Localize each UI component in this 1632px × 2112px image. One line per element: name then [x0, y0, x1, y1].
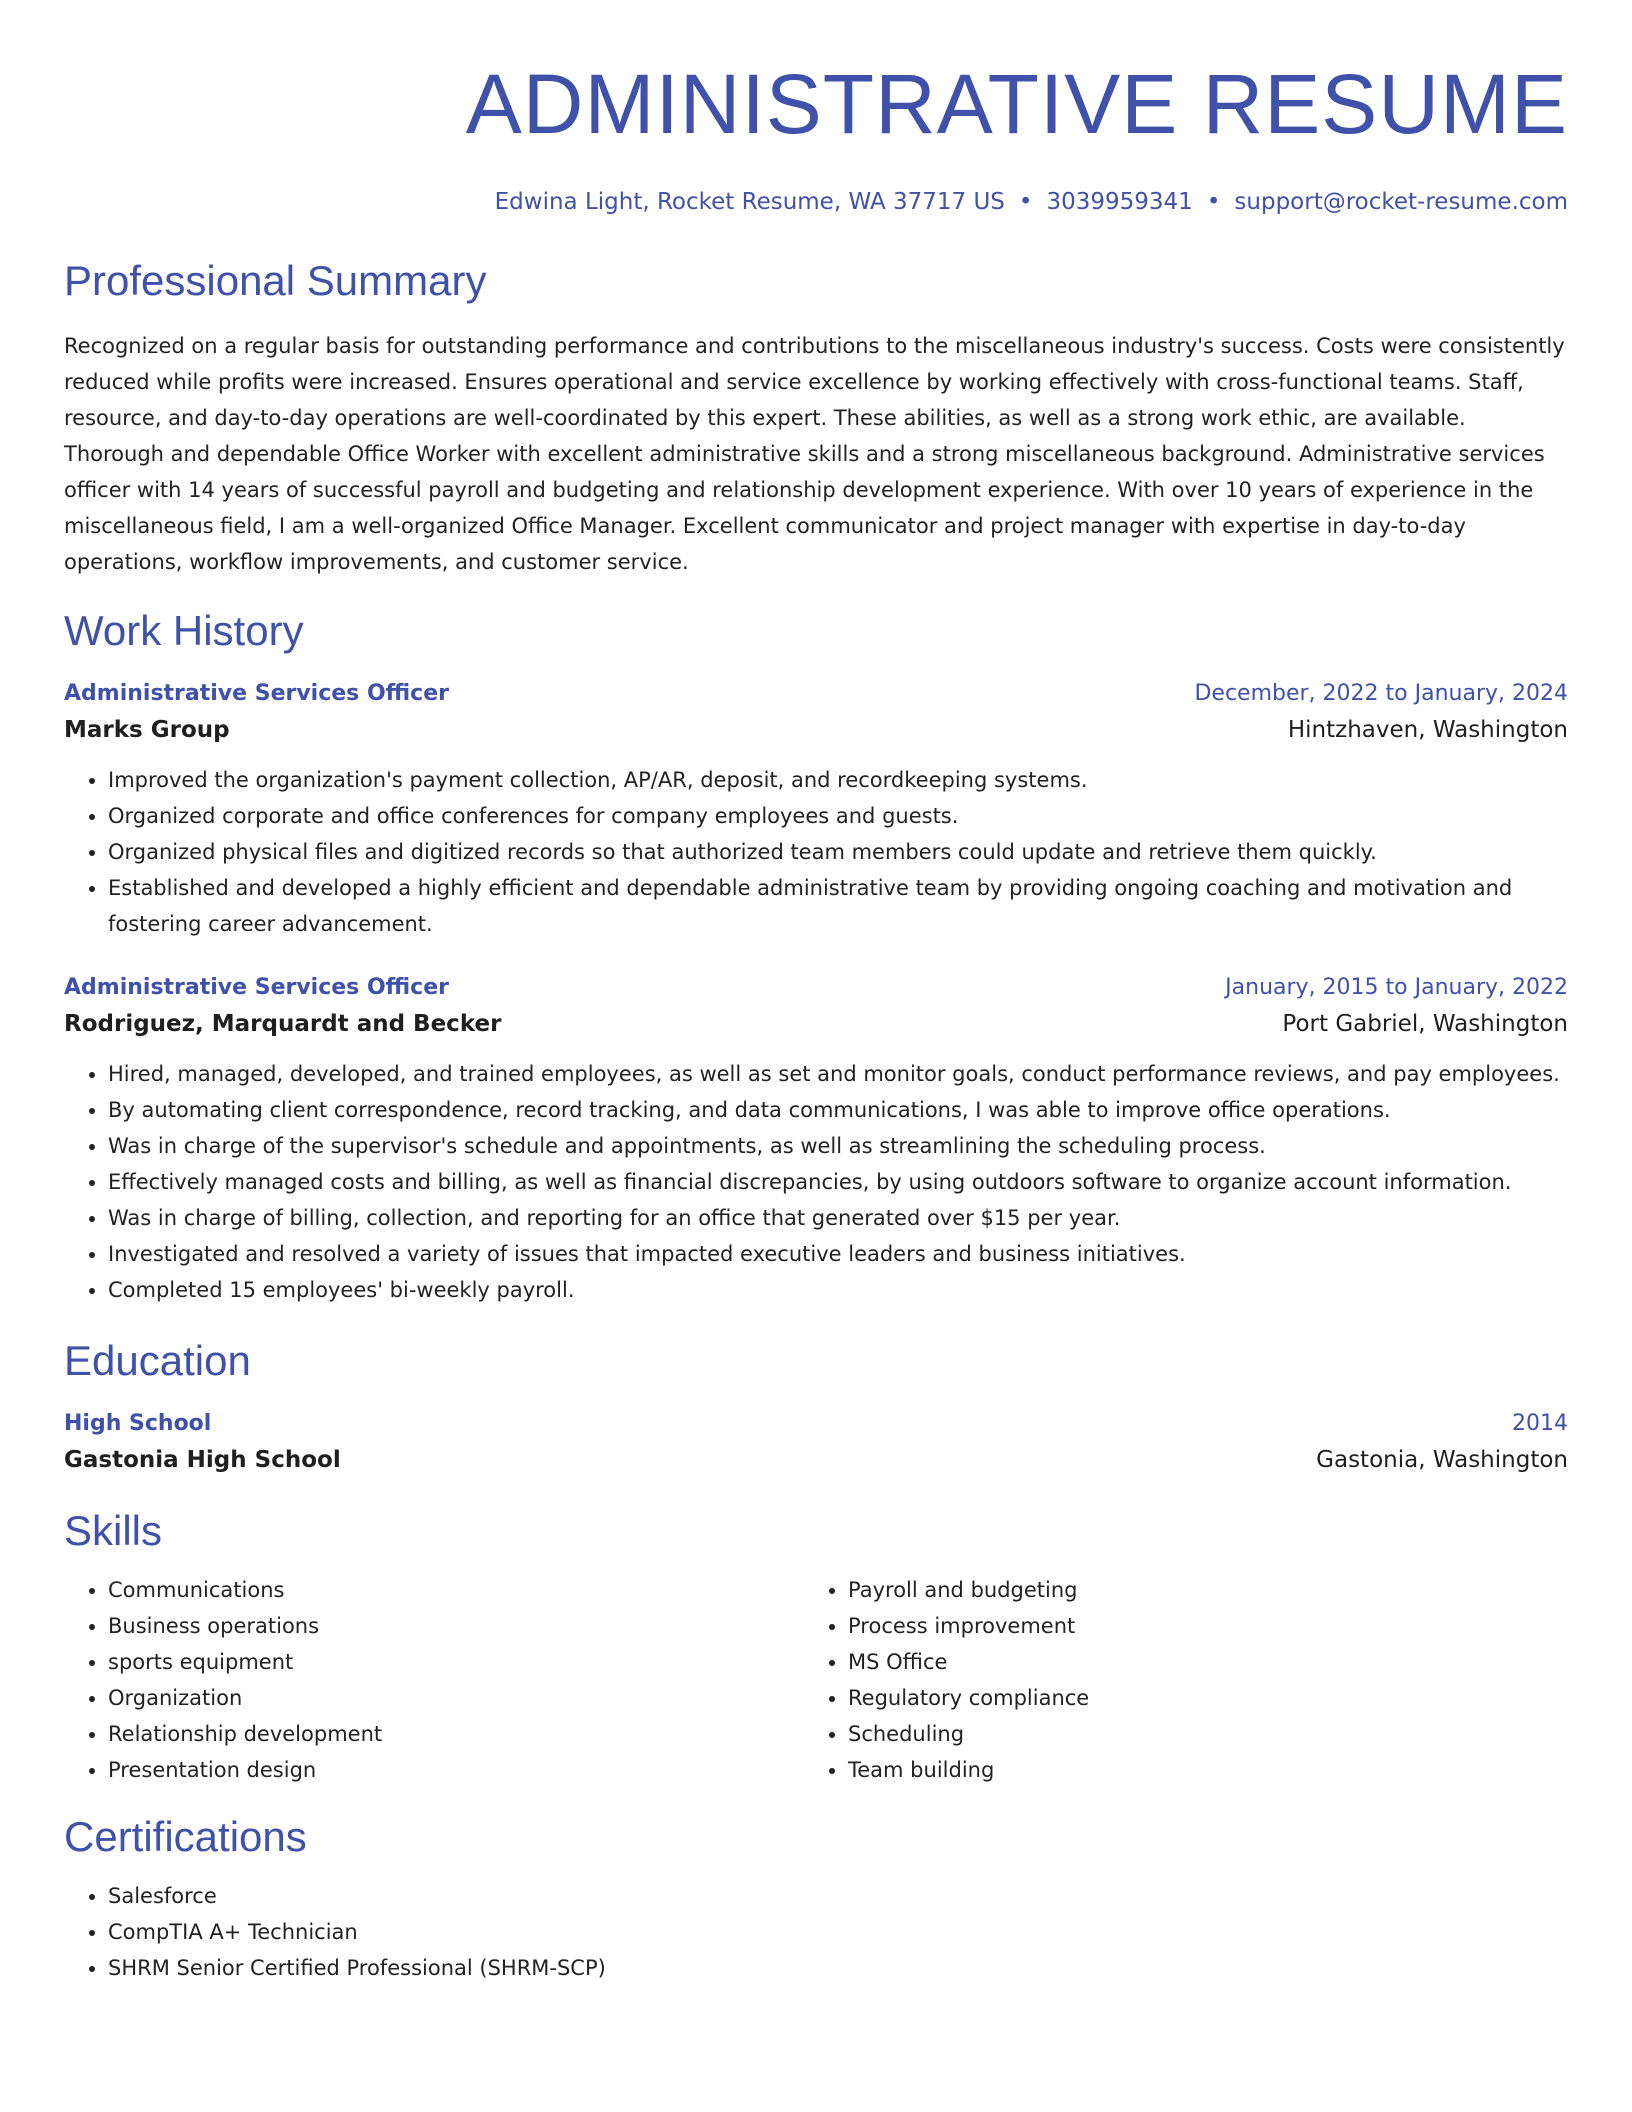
- skill-item: • Regulatory compliance: [848, 1680, 1544, 1716]
- skill-item: • Relationship development: [108, 1716, 804, 1752]
- work-history-heading: Work History: [64, 607, 304, 654]
- job-company: Marks Group: [64, 717, 230, 743]
- skill-item: • MS Office: [848, 1644, 1544, 1680]
- job-role: Administrative Services Officer: [64, 681, 449, 706]
- job-bullet: • Organized corporate and office conferences for company employees and guests.: [108, 798, 1568, 834]
- education-school: Gastonia High School: [64, 1447, 341, 1473]
- job-entry: [64, 970, 1568, 1308]
- skill-item: • Business operations: [108, 1608, 804, 1644]
- contact-line: [64, 188, 1568, 216]
- skill-item: • Organization: [108, 1680, 804, 1716]
- job-bullet: • Improved the organization's payment collection, AP/AR, deposit, and recordkeeping systems.: [108, 762, 1568, 798]
- skills-list-left: [64, 1572, 804, 1788]
- contact-address: Edwina Light, Rocket Resume, WA 37717 US: [494, 189, 1005, 215]
- skills-heading: Skills: [64, 1507, 163, 1554]
- certification-item: • Salesforce: [108, 1878, 1568, 1914]
- certifications-heading: Certifications: [64, 1813, 307, 1860]
- job-dates: December, 2022 to January, 2024: [1194, 681, 1568, 706]
- skill-item: • Presentation design: [108, 1752, 804, 1788]
- skill-item: • Team building: [848, 1752, 1544, 1788]
- resume-title: ADMINISTRATIVE RESUME: [465, 57, 1568, 151]
- job-role: Administrative Services Officer: [64, 975, 449, 1000]
- education-year: 2014: [1512, 1411, 1568, 1436]
- job-bullet: • Was in charge of the supervisor's schedule and appointments, as well as streamlining the scheduling process.: [108, 1128, 1568, 1164]
- skill-item: • sports equipment: [108, 1644, 804, 1680]
- certifications-list: [64, 1878, 1568, 1986]
- contact-separator: •: [1206, 189, 1221, 215]
- job-dates: January, 2015 to January, 2022: [1225, 975, 1568, 1000]
- job-location: Hintzhaven, Washington: [1287, 717, 1568, 743]
- job-location: Port Gabriel, Washington: [1282, 1011, 1568, 1037]
- education-heading: Education: [64, 1337, 251, 1384]
- skill-item: • Process improvement: [848, 1608, 1544, 1644]
- job-bullet: • Was in charge of billing, collection, and reporting for an office that generated over $15 per year.: [108, 1200, 1568, 1236]
- skills-columns: [64, 1572, 1568, 1788]
- certification-item: • CompTIA A+ Technician: [108, 1914, 1568, 1950]
- job-bullet: • Effectively managed costs and billing, as well as financial discrepancies, by using outdoors software to organize account information.: [108, 1164, 1568, 1200]
- job-bullet: • Completed 15 employees' bi-weekly payroll.: [108, 1272, 1568, 1308]
- summary-heading: Professional Summary: [64, 257, 487, 304]
- job-bullet: • Organized physical files and digitized records so that authorized team members could update and retrieve them quickly.: [108, 834, 1568, 870]
- skill-item: • Scheduling: [848, 1716, 1544, 1752]
- resume-header: [64, 56, 1568, 216]
- education-location: Gastonia, Washington: [1316, 1447, 1568, 1473]
- education-entry: [64, 1406, 1568, 1478]
- job-bullet: • By automating client correspondence, record tracking, and data communications, I was able to improve office operations.: [108, 1092, 1568, 1128]
- job-bullets: [64, 1056, 1568, 1308]
- skill-item: • Payroll and budgeting: [848, 1572, 1544, 1608]
- job-company: Rodriguez, Marquardt and Becker: [64, 1011, 502, 1037]
- job-bullet: • Hired, managed, developed, and trained employees, as well as set and monitor goals, conduct performance reviews, and pay employees.: [108, 1056, 1568, 1092]
- education-degree: High School: [64, 1411, 212, 1436]
- job-bullet: • Investigated and resolved a variety of issues that impacted executive leaders and business initiatives.: [108, 1236, 1568, 1272]
- job-entry: [64, 676, 1568, 942]
- contact-email: support@rocket-resume.com: [1234, 189, 1568, 215]
- summary-text: Recognized on a regular basis for outstanding performance and contributions to the miscellaneous industry's success. Costs were consistently reduced while profits were increased. Ensures operational and service excellence by working effectively with cross-functional teams. Staff, resource, and day-to-day operations are well-coordinated by this expert. These abilities, as well as a strong work ethic, are available. Thorough and dependable Office Worker with excellent administrative skills and a strong miscellaneous background. Administrative services officer with 14 years of successful payroll and budgeting and relationship development experience. With over 10 years of experience in the miscellaneous field, I am a well-organized Office Manager. Excellent communicator and project manager with expertise in day-to-day operations, workflow improvements, and customer service.: [64, 334, 1565, 574]
- job-bullets: [64, 762, 1568, 942]
- skill-item: • Communications: [108, 1572, 804, 1608]
- contact-separator: •: [1018, 189, 1033, 215]
- contact-phone: 3039959341: [1046, 189, 1193, 215]
- job-bullet: • Established and developed a highly efficient and dependable administrative team by providing ongoing coaching and motivation and fostering career advancement.: [108, 870, 1568, 942]
- certification-item: • SHRM Senior Certified Professional (SHRM-SCP): [108, 1950, 1568, 1986]
- skills-list-right: [804, 1572, 1544, 1788]
